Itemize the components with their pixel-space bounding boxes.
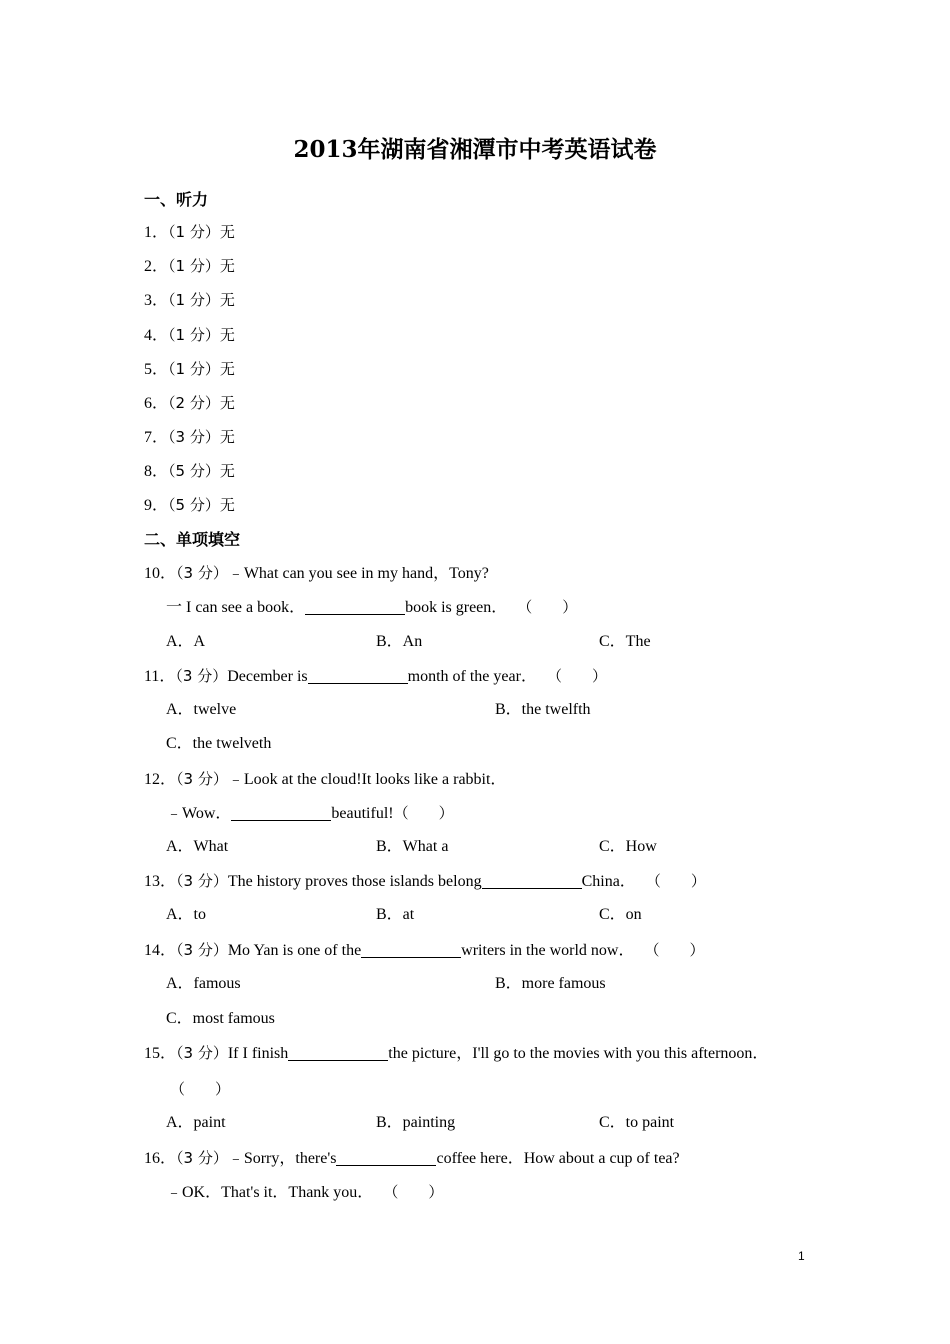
question-11-option-b: B．the twelfth xyxy=(495,701,591,718)
question-15-option-c: C．to paint xyxy=(599,1114,675,1131)
question-16-stem: 16．（3 分）﹣Sorry，there's coffee here．How about a cup of tea? xyxy=(144,1149,680,1167)
answer-blank xyxy=(231,804,331,821)
section-heading-listening: 一、听力 xyxy=(144,190,209,209)
listening-item: 7．（3 分）无 xyxy=(144,428,235,446)
question-11-option-a: A．twelve xyxy=(166,701,237,718)
question-15-paren: （ ） xyxy=(170,1080,231,1098)
listening-item: 9．（5 分）无 xyxy=(144,496,235,514)
question-12-option-b: B．What a xyxy=(376,838,449,855)
question-10-line2: 一 I can see a book． book is green． （ ） xyxy=(166,598,578,616)
answer-blank xyxy=(308,667,408,684)
listening-item: 1．（1 分）无 xyxy=(144,223,235,241)
question-10-option-b: B．An xyxy=(376,633,423,650)
question-14-stem: 14．（3 分）Mo Yan is one of the writers in the world now． （ ） xyxy=(144,941,705,959)
question-10-stem: 10．（3 分）﹣What can you see in my hand，Tony? xyxy=(144,564,489,582)
answer-blank xyxy=(288,1044,388,1061)
question-12-line2: ﹣Wow． beautiful!（ ） xyxy=(166,804,454,822)
question-15-option-b: B．painting xyxy=(376,1114,456,1131)
question-13-option-c: C．on xyxy=(599,906,642,923)
listening-item: 2．（1 分）无 xyxy=(144,257,235,275)
answer-blank xyxy=(305,598,405,615)
question-12-stem: 12．（3 分）﹣Look at the cloud!It looks like a rabbit． xyxy=(144,770,507,788)
listening-item: 8．（5 分）无 xyxy=(144,462,235,480)
listening-item: 4．（1 分）无 xyxy=(144,326,235,344)
listening-item: 5．（1 分）无 xyxy=(144,360,235,378)
question-14-option-c: C．most famous xyxy=(166,1010,275,1027)
question-10-option-c: C．The xyxy=(599,633,651,650)
question-13-stem: 13．（3 分）The history proves those islands belong China． （ ） xyxy=(144,872,706,890)
question-13-option-a: A．to xyxy=(166,906,207,923)
question-12-option-a: A．What xyxy=(166,838,229,855)
question-13-option-b: B．at xyxy=(376,906,415,923)
question-15-option-a: A．paint xyxy=(166,1114,226,1131)
question-11-stem: 11．（3 分）December is month of the year． （ ） xyxy=(144,667,607,685)
question-12-option-c: C．How xyxy=(599,838,657,855)
question-10-option-a: A．A xyxy=(166,633,206,650)
question-14-option-b: B．more famous xyxy=(495,975,606,992)
question-16-line2: ﹣OK．That's it．Thank you． （ ） xyxy=(166,1183,444,1201)
listening-item: 3．（1 分）无 xyxy=(144,291,235,309)
answer-blank xyxy=(336,1149,436,1166)
question-15-stem: 15．（3 分）If I finish the picture，I'll go to the movies with you this afternoon． xyxy=(144,1044,769,1062)
answer-blank xyxy=(482,872,582,889)
page-number: 1 xyxy=(798,1249,805,1263)
page-title: 2013年湖南省湘潭市中考英语试卷 xyxy=(293,136,657,163)
question-11-option-c: C．the twelveth xyxy=(166,735,272,752)
question-14-option-a: A．famous xyxy=(166,975,241,992)
answer-blank xyxy=(361,941,461,958)
section-heading-single-choice: 二、单项填空 xyxy=(144,530,241,549)
listening-item: 6．（2 分）无 xyxy=(144,394,235,412)
